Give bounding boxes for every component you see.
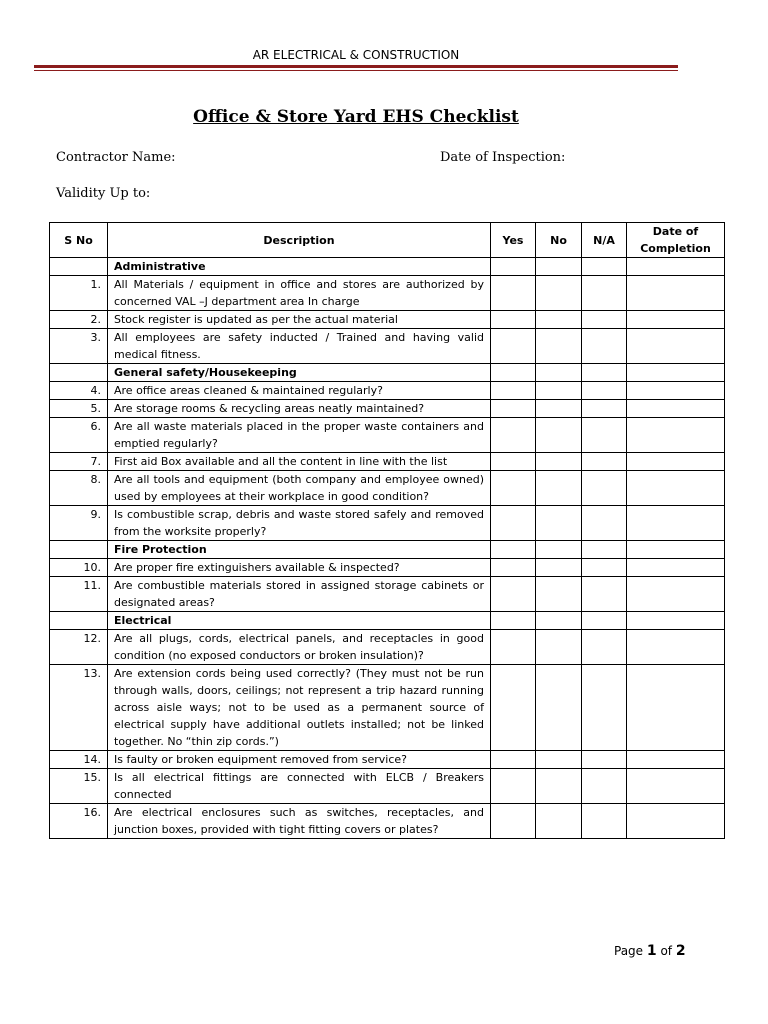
row-description: Are electrical enclosures such as switches, receptacles, and junction boxes, provided with tight fitting covers or plates?	[108, 804, 491, 839]
row-sno: 14.	[50, 751, 108, 769]
table-row	[50, 471, 725, 506]
completion-date-cell[interactable]	[627, 751, 725, 769]
checklist-table	[49, 222, 725, 839]
column-header-description: Description	[108, 223, 491, 258]
row-sno: 15.	[50, 769, 108, 804]
na-cell[interactable]	[582, 400, 627, 418]
na-cell[interactable]	[582, 471, 627, 506]
yes-cell[interactable]	[491, 471, 536, 506]
table-row	[50, 453, 725, 471]
row-description: First aid Box available and all the content in line with the list	[108, 453, 491, 471]
row-description: Are all tools and equipment (both company and employee owned) used by employees at their workplace in good condition?	[108, 471, 491, 506]
yes-cell[interactable]	[491, 559, 536, 577]
yes-cell[interactable]	[491, 541, 536, 559]
completion-date-cell[interactable]	[627, 612, 725, 630]
na-cell[interactable]	[582, 612, 627, 630]
row-description: Is all electrical fittings are connected with ELCB / Breakers connected	[108, 769, 491, 804]
row-description: All Materials / equipment in office and stores are authorized by concerned VAL –J department area In charge	[108, 276, 491, 311]
yes-cell[interactable]	[491, 453, 536, 471]
completion-date-cell[interactable]	[627, 258, 725, 276]
na-cell[interactable]	[582, 751, 627, 769]
current-page: 1	[646, 943, 657, 959]
row-sno: 6.	[50, 418, 108, 453]
completion-date-cell[interactable]	[627, 364, 725, 382]
completion-date-cell[interactable]	[627, 311, 725, 329]
column-header-sno: S No	[50, 223, 108, 258]
column-header-na: N/A	[582, 223, 627, 258]
completion-date-cell[interactable]	[627, 400, 725, 418]
completion-date-cell[interactable]	[627, 541, 725, 559]
table-row	[50, 559, 725, 577]
na-cell[interactable]	[582, 364, 627, 382]
no-cell[interactable]	[536, 612, 582, 630]
completion-date-cell[interactable]	[627, 506, 725, 541]
row-sno	[50, 541, 108, 559]
completion-date-cell[interactable]	[627, 329, 725, 364]
table-row	[50, 506, 725, 541]
column-header-yes: Yes	[491, 223, 536, 258]
na-cell[interactable]	[582, 258, 627, 276]
no-cell[interactable]	[536, 769, 582, 804]
yes-cell[interactable]	[491, 612, 536, 630]
row-sno: 5.	[50, 400, 108, 418]
yes-cell[interactable]	[491, 364, 536, 382]
completion-date-cell[interactable]	[627, 665, 725, 751]
na-cell[interactable]	[582, 311, 627, 329]
no-cell[interactable]	[536, 665, 582, 751]
na-cell[interactable]	[582, 630, 627, 665]
row-sno: 13.	[50, 665, 108, 751]
row-sno: 3.	[50, 329, 108, 364]
section-row	[50, 541, 725, 559]
company-header: AR ELECTRICAL & CONSTRUCTION	[252, 48, 460, 62]
header-rule-thin	[34, 70, 678, 71]
no-cell[interactable]	[536, 630, 582, 665]
section-heading: Fire Protection	[108, 541, 491, 559]
no-cell[interactable]	[536, 400, 582, 418]
na-cell[interactable]	[582, 418, 627, 453]
row-description: Are office areas cleaned & maintained regularly?	[108, 382, 491, 400]
section-heading: General safety/Housekeeping	[108, 364, 491, 382]
column-header-completion-line2: Completion	[640, 242, 711, 255]
row-sno	[50, 612, 108, 630]
row-sno: 8.	[50, 471, 108, 506]
section-row	[50, 258, 725, 276]
row-description: Are proper fire extinguishers available & inspected?	[108, 559, 491, 577]
na-cell[interactable]	[582, 453, 627, 471]
yes-cell[interactable]	[491, 506, 536, 541]
table-row	[50, 311, 725, 329]
column-header-no: No	[536, 223, 582, 258]
na-cell[interactable]	[582, 559, 627, 577]
page-number	[614, 943, 686, 959]
table-row	[50, 630, 725, 665]
no-cell[interactable]	[536, 506, 582, 541]
section-heading: Administrative	[108, 258, 491, 276]
table-row	[50, 751, 725, 769]
completion-date-cell[interactable]	[627, 453, 725, 471]
column-header-completion-line1: Date of	[652, 225, 699, 238]
na-cell[interactable]	[582, 382, 627, 400]
column-header-date-of-completion	[627, 223, 725, 258]
section-row	[50, 364, 725, 382]
yes-cell[interactable]	[491, 382, 536, 400]
no-cell[interactable]	[536, 559, 582, 577]
row-description: Is combustible scrap, debris and waste stored safely and removed from the worksite properly?	[108, 506, 491, 541]
row-description: Stock register is updated as per the actual material	[108, 311, 491, 329]
no-cell[interactable]	[536, 311, 582, 329]
table-row	[50, 418, 725, 453]
no-cell[interactable]	[536, 577, 582, 612]
row-sno: 10.	[50, 559, 108, 577]
row-description: Are all waste materials placed in the proper waste containers and emptied regularly?	[108, 418, 491, 453]
row-sno: 16.	[50, 804, 108, 839]
row-sno: 12.	[50, 630, 108, 665]
row-description: Is faulty or broken equipment removed from service?	[108, 751, 491, 769]
completion-date-cell[interactable]	[627, 769, 725, 804]
yes-cell[interactable]	[491, 665, 536, 751]
completion-date-cell[interactable]	[627, 577, 725, 612]
yes-cell[interactable]	[491, 276, 536, 311]
yes-cell[interactable]	[491, 418, 536, 453]
completion-date-cell[interactable]	[627, 276, 725, 311]
table-row	[50, 400, 725, 418]
completion-date-cell[interactable]	[627, 804, 725, 839]
section-heading: Electrical	[108, 612, 491, 630]
table-header-row	[50, 223, 725, 258]
section-row	[50, 612, 725, 630]
row-sno	[50, 364, 108, 382]
na-cell[interactable]	[582, 541, 627, 559]
table-row	[50, 329, 725, 364]
no-cell[interactable]	[536, 418, 582, 453]
page-word: Page	[614, 944, 644, 958]
na-cell[interactable]	[582, 665, 627, 751]
row-description: Are storage rooms & recycling areas neatly maintained?	[108, 400, 491, 418]
no-cell[interactable]	[536, 329, 582, 364]
row-sno: 9.	[50, 506, 108, 541]
row-sno	[50, 258, 108, 276]
table-row	[50, 769, 725, 804]
no-cell[interactable]	[536, 541, 582, 559]
completion-date-cell[interactable]	[627, 559, 725, 577]
total-pages: 2	[675, 943, 686, 959]
no-cell[interactable]	[536, 382, 582, 400]
row-sno: 1.	[50, 276, 108, 311]
yes-cell[interactable]	[491, 258, 536, 276]
no-cell[interactable]	[536, 453, 582, 471]
na-cell[interactable]	[582, 577, 627, 612]
date-of-inspection-label: Date of Inspection:	[440, 150, 566, 165]
completion-date-cell[interactable]	[627, 630, 725, 665]
row-description: Are all plugs, cords, electrical panels, and receptacles in good condition (no exposed conductors or broken insulation)?	[108, 630, 491, 665]
table-row	[50, 804, 725, 839]
table-row	[50, 276, 725, 311]
row-description: Are extension cords being used correctly? (They must not be run through walls, doors, ceilings; not represent a trip hazard running across aisle ways; not to be used as a permanent source of electrical supply have additional outlets installed; not be linked together. No “thin zip cords.”)	[108, 665, 491, 751]
row-sno: 4.	[50, 382, 108, 400]
na-cell[interactable]	[582, 769, 627, 804]
yes-cell[interactable]	[491, 751, 536, 769]
checklist-body	[50, 258, 725, 839]
no-cell[interactable]	[536, 751, 582, 769]
yes-cell[interactable]	[491, 329, 536, 364]
table-row	[50, 577, 725, 612]
document-title: Office & Store Yard EHS Checklist	[193, 107, 519, 127]
yes-cell[interactable]	[491, 630, 536, 665]
row-sno: 7.	[50, 453, 108, 471]
no-cell[interactable]	[536, 471, 582, 506]
table-row	[50, 382, 725, 400]
na-cell[interactable]	[582, 276, 627, 311]
no-cell[interactable]	[536, 364, 582, 382]
row-description: All employees are safety inducted / Trained and having valid medical fitness.	[108, 329, 491, 364]
yes-cell[interactable]	[491, 769, 536, 804]
completion-date-cell[interactable]	[627, 382, 725, 400]
no-cell[interactable]	[536, 258, 582, 276]
na-cell[interactable]	[582, 506, 627, 541]
yes-cell[interactable]	[491, 311, 536, 329]
completion-date-cell[interactable]	[627, 471, 725, 506]
completion-date-cell[interactable]	[627, 418, 725, 453]
no-cell[interactable]	[536, 276, 582, 311]
yes-cell[interactable]	[491, 804, 536, 839]
table-row	[50, 665, 725, 751]
of-word: of	[660, 944, 673, 958]
na-cell[interactable]	[582, 804, 627, 839]
no-cell[interactable]	[536, 804, 582, 839]
yes-cell[interactable]	[491, 400, 536, 418]
contractor-name-label: Contractor Name:	[56, 150, 176, 165]
validity-label: Validity Up to:	[56, 186, 151, 201]
row-sno: 2.	[50, 311, 108, 329]
yes-cell[interactable]	[491, 577, 536, 612]
na-cell[interactable]	[582, 329, 627, 364]
header-rule-thick	[34, 65, 678, 68]
row-sno: 11.	[50, 577, 108, 612]
row-description: Are combustible materials stored in assigned storage cabinets or designated areas?	[108, 577, 491, 612]
